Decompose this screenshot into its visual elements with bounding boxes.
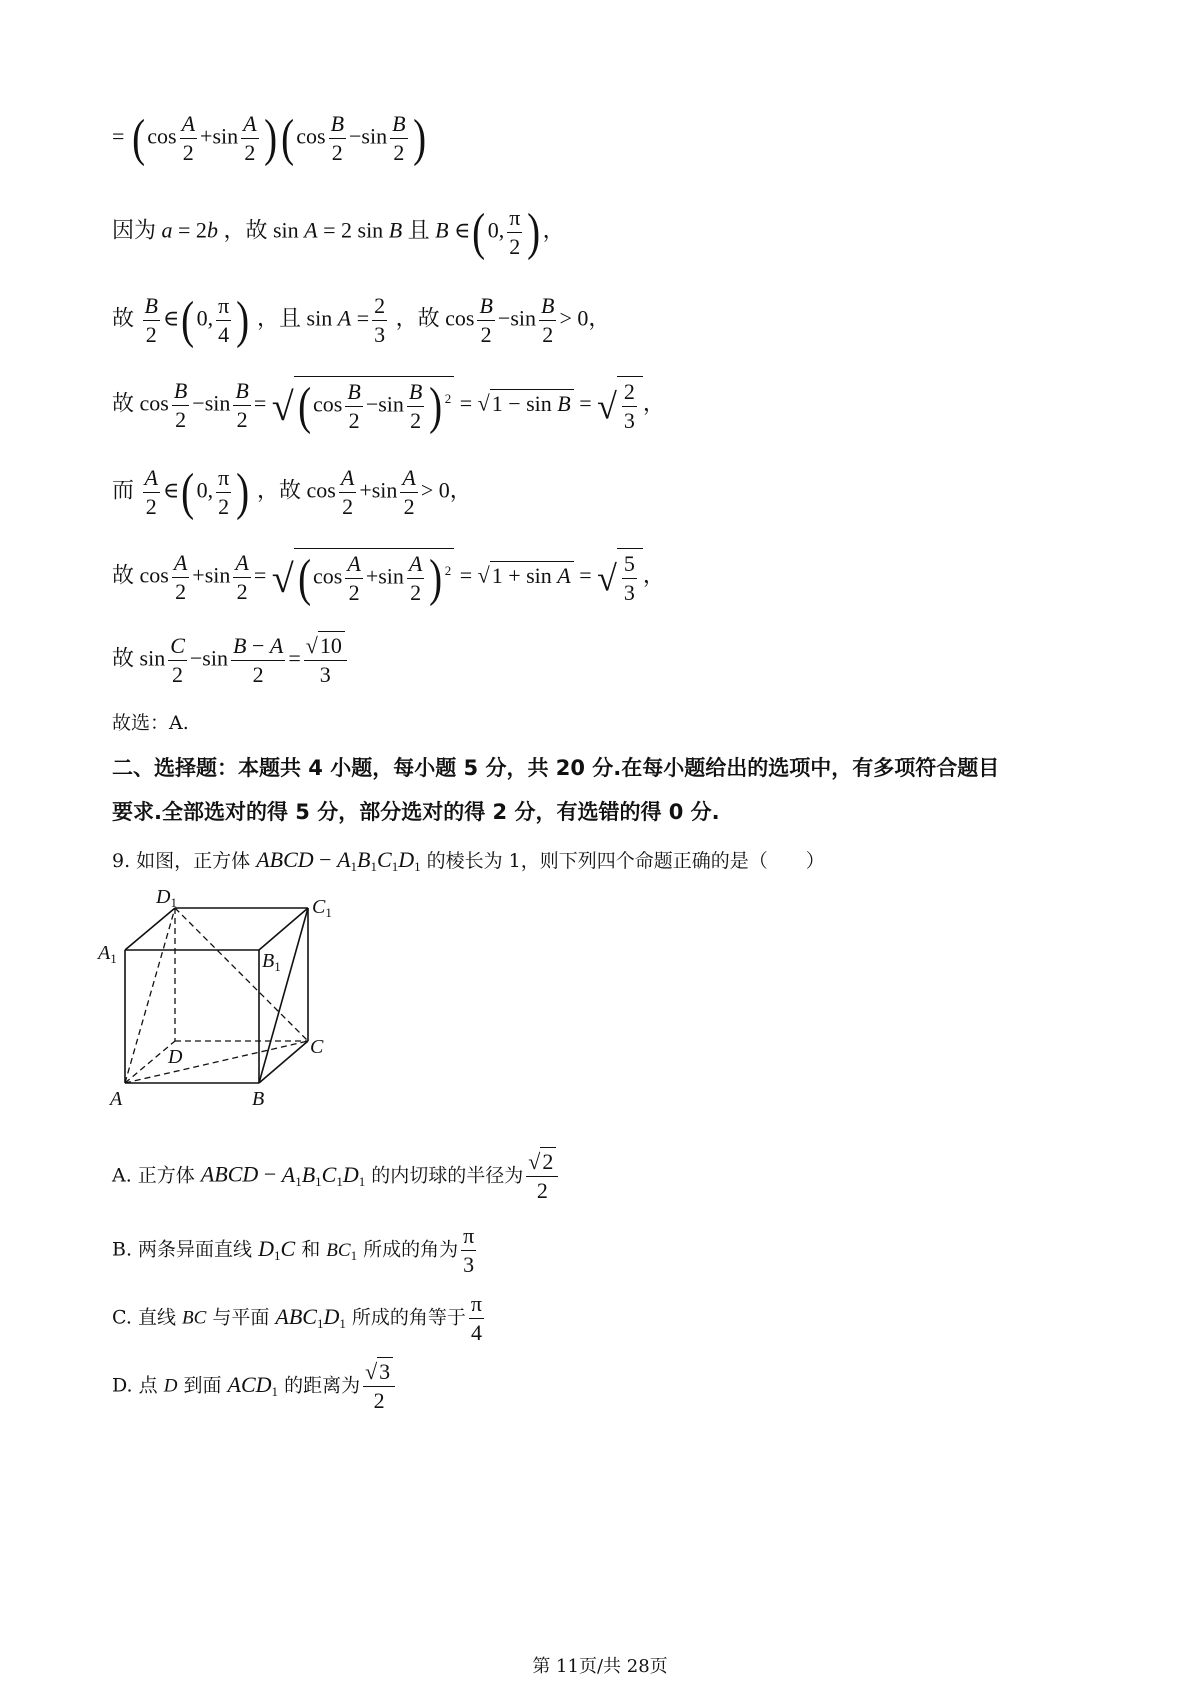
equals-sign: = xyxy=(112,123,125,149)
text-therefore: 故 xyxy=(112,305,135,331)
option-d-prefix: D. 点 xyxy=(112,1374,158,1397)
text-therefore: ，故 xyxy=(257,477,302,503)
question-prefix: 9. 如图，正方体 xyxy=(112,850,251,872)
option-b-text: 所成的角为 xyxy=(363,1238,459,1261)
label-B1: $B_1$ xyxy=(262,950,281,974)
option-a: A. 正方体 ABCD − $A_1B_1C_1D_1$ 的内切球的半径为 $\frac{√2}{2}$ xyxy=(112,1148,561,1205)
label-C1: $C_1$ xyxy=(312,896,332,920)
option-c-prefix: C. 直线 xyxy=(112,1306,176,1329)
text-therefore: 故 xyxy=(112,645,135,671)
formula-line-1: = (cos $\frac{A}{2}$ +sin $\frac{A}{2}$ )(cos $\frac{B}{2}$ −sin $\frac{B}{2}$ ) xyxy=(112,109,426,167)
label-B: B xyxy=(252,1088,265,1110)
option-d-text: 的距离为 xyxy=(284,1374,361,1397)
option-a-prefix: A. 正方体 xyxy=(112,1164,195,1187)
label-D: D xyxy=(168,1046,183,1068)
option-c-text: 所成的角等于 xyxy=(351,1306,466,1329)
option-b-and: 和 xyxy=(301,1238,321,1261)
option-b-prefix: B. 两条异面直线 xyxy=(112,1238,253,1261)
option-d-plane: 到面 xyxy=(183,1374,222,1397)
label-D1: $D_1$ xyxy=(156,886,177,910)
label-A: A xyxy=(110,1088,123,1110)
text-therefore: ，故 xyxy=(223,217,268,243)
option-b: B. 两条异面直线 $D_1C$ 和 $BC_1$ 所成的角为 $\frac{\pi}{3}$ xyxy=(112,1223,475,1277)
formula-line-2: 因为 a = 2b ，故 sin A = 2 sin B 且 B ∈(0, $\frac{\pi}{2}$ )， xyxy=(112,203,565,261)
section-heading-line-2: 要求.全部选对的得 5 分，部分选对的得 2 分，有选错的得 0 分. xyxy=(112,800,720,824)
label-C: C xyxy=(310,1036,324,1058)
formula-line-4: 故 cos $\frac{B}{2}$ −sin $\frac{B}{2}$ = √(cos $\frac{B}{2}$ −sin $\frac{B}{2}$ ) $^2$ = √1 − sin B = √ $\frac{2}{3}$ ， xyxy=(112,377,665,435)
text-because: 因为 xyxy=(112,217,157,243)
formula-line-7: 故 sin $\frac{C}{2}$ −sin $\frac{B - A}{2}$ = $\frac{√10}{3}$ xyxy=(112,632,350,689)
text-therefore: ，故 xyxy=(395,305,440,331)
text-therefore: 故 xyxy=(112,390,135,416)
page-footer: 第 11页/共 28页 xyxy=(532,1656,668,1677)
text-therefore: 故 xyxy=(112,562,135,588)
option-a-text: 的内切球的半径为 xyxy=(371,1164,524,1187)
text-and: 且 xyxy=(407,217,430,243)
text-and: ，且 xyxy=(257,305,302,331)
section-heading-line-1: 二、选择题：本题共 4 小题，每小题 5 分，共 20 分.在每小题给出的选项中，有多项符合题目 xyxy=(112,756,1000,780)
text-and: 而 xyxy=(112,477,135,503)
option-c-plane: 与平面 xyxy=(212,1306,270,1329)
option-c: C. 直线 BC 与平面 $ABC_1D_1$ 所成的角等于 $\frac{\pi}{4}$ xyxy=(112,1291,483,1345)
question-9: 9. 如图，正方体 ABCD − $A_1B_1C_1D_1$ 的棱长为 1，则下列四个命题正确的是（ ） xyxy=(112,847,825,874)
formula-line-6: 故 cos $\frac{A}{2}$ +sin $\frac{A}{2}$ = √(cos $\frac{A}{2}$ +sin $\frac{A}{2}$ ) $^2$ = √1 + sin A = √ $\frac{5}{3}$ ， xyxy=(112,549,665,607)
question-suffix: 的棱长为 1，则下列四个命题正确的是（ ） xyxy=(426,850,825,872)
label-A1: $A_1$ xyxy=(98,942,117,966)
answer-line: 故选：A. xyxy=(112,712,189,734)
cube-figure xyxy=(98,886,364,1125)
option-d: D. 点 D 到面 $ACD_1$ 的距离为 $\frac{√3}{2}$ xyxy=(112,1358,398,1415)
formula-line-3: 故 $\frac{B}{2}$ ∈(0, $\frac{\pi}{4}$ ) ，且 sin A = $\frac{2}{3}$ ，故 cos $\frac{B}{2}$ −sin $\frac{B}{2}$ > 0， xyxy=(112,291,611,349)
formula-line-5: 而 $\frac{A}{2}$ ∈(0, $\frac{\pi}{2}$ ) ，故 cos $\frac{A}{2}$ +sin $\frac{A}{2}$ > 0， xyxy=(112,463,472,521)
